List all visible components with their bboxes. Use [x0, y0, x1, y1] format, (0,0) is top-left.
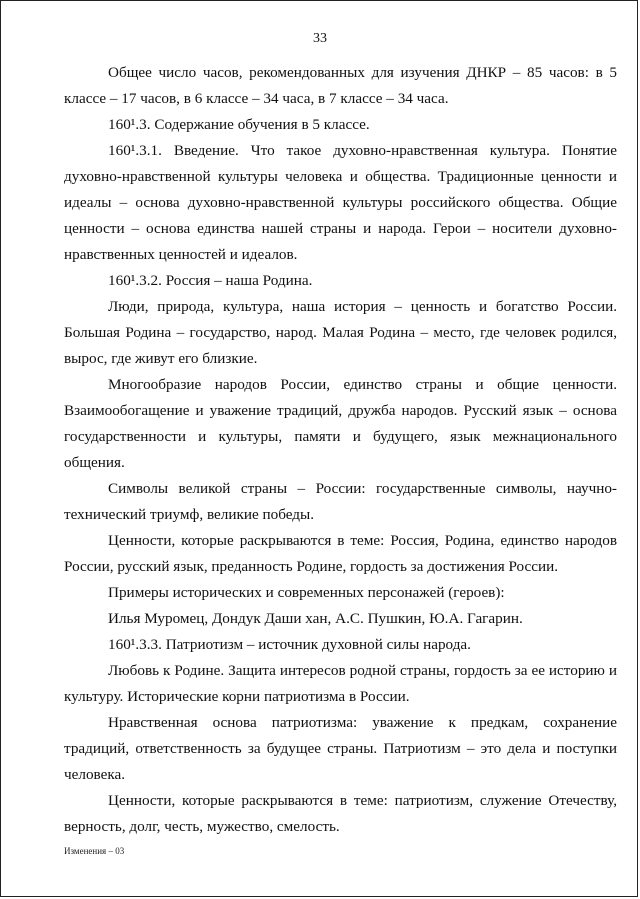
paragraph-values-patriotism: Ценности, которые раскрываются в теме: патриотизм, служение Отечеству, верность, долг, честь, мужество, смелость.: [64, 792, 617, 835]
paragraph-total-hours: Общее число часов, рекомендованных для изучения ДНКР – 85 часов: в 5 классе – 17 часов, в 6 классе – 34 часа, в 7 классе – 34 часа.: [64, 64, 617, 107]
paragraph-symbols: Символы великой страны – России: государственные символы, научно-технический триумф, великие победы.: [64, 480, 617, 523]
paragraph-examples-list: Илья Муромец, Дондук Даши хан, А.С. Пушкин, Ю.А. Гагарин.: [108, 610, 523, 627]
page-number: 33: [313, 31, 327, 46]
paragraph-introduction: 160¹.3.1. Введение. Что такое духовно-нравственная культура. Понятие духовно-нравственной культуры человека и общества. Традиционные ценности и идеалы – основа духовно-нравственной культуры российского общества. Общие ценности – основа единства нашей страны и народа. Герои – носители духовно-нравственных ценностей и идеалов.: [64, 142, 617, 263]
paragraph-examples-heading: Примеры исторических и современных персонажей (героев):: [108, 584, 505, 601]
section-heading-russia: 160¹.3.2. Россия – наша Родина.: [108, 272, 313, 289]
footer-revision: Изменения – 03: [64, 846, 125, 856]
paragraph-moral-basis: Нравственная основа патриотизма: уважение к предкам, сохранение традиций, ответственность за будущее страны. Патриотизм – это дела и поступки человека.: [64, 714, 617, 783]
section-heading-content: 160¹.3. Содержание обучения в 5 классе.: [108, 116, 370, 133]
section-heading-patriotism: 160¹.3.3. Патриотизм – источник духовной силы народа.: [108, 636, 471, 653]
paragraph-diversity: Многообразие народов России, единство страны и общие ценности. Взаимообогащение и уважение традиций, дружба народов. Русский язык – основа государственности и культуры, памяти и будущего, язык межнационального общения.: [64, 376, 617, 471]
document-body: [64, 60, 617, 840]
paragraph-values-russia: Ценности, которые раскрываются в теме: Россия, Родина, единство народов России, русский язык, преданность Родине, гордость за достижения России.: [64, 532, 617, 575]
paragraph-people-nature: Люди, природа, культура, наша история – ценность и богатство России. Большая Родина – государство, народ. Малая Родина – место, где человек родился, вырос, где живут его близкие.: [64, 298, 617, 367]
paragraph-love-homeland: Любовь к Родине. Защита интересов родной страны, гордость за ее историю и культуру. Исторические корни патриотизма в России.: [64, 662, 617, 705]
